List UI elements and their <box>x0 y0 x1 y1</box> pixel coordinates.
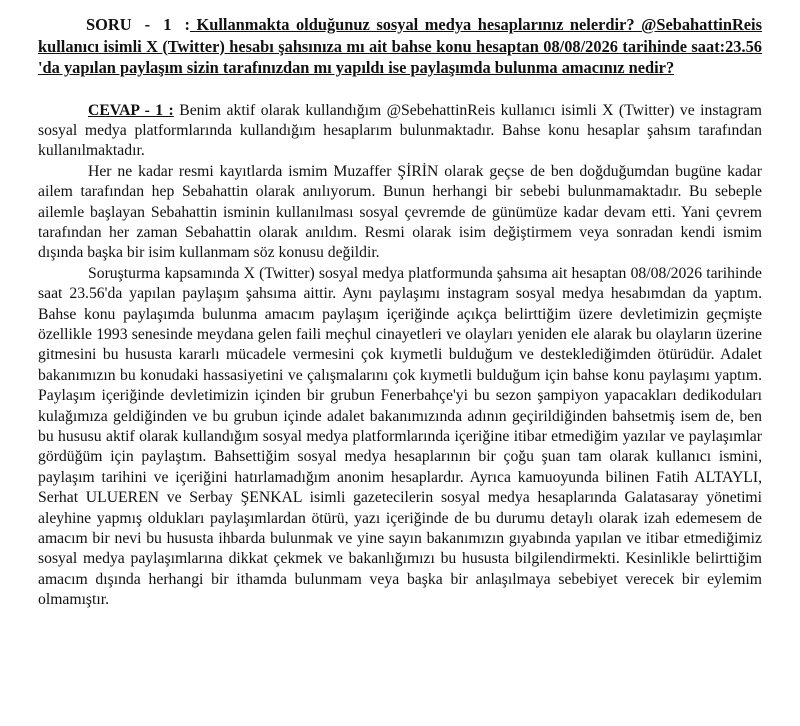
question-text: Kullanmakta olduğunuz sosyal medya hesaplarınız nelerdir? @SebahattinReis kullanıcı isimli X (Twitter) hesabı şahsınıza mı ait bahse konu hesaptan 08/08/2026 tarihinde saat:23.56 'da yapılan paylaşım sizin tarafınızdan mı yapıldı ise paylaşımda bulunma amacınız nedir? <box>38 15 762 77</box>
answer-paragraph-1 <box>38 101 762 162</box>
answer-paragraph-2: Her ne kadar resmi kayıtlarda ismim Muzaffer ŞİRİN olarak geçse de ben doğduğumdan bugüne kadar ailem tarafından hep Sebahattin olarak anılıyorum. Bunun herhangi bir sebebi bulunmamaktadır. Bu sebeple ailemle başlayan Sebahattin isminin kullanılması sosyal çevremde de günümüze kadar devam etti. Yani çevrem tarafından her zaman Sebahattin olarak anıldım. Resmi olarak isim değiştirmem veya sonradan kendi ismim dışında başka bir isim kullanmam söz konusu değildir. <box>38 162 762 262</box>
answer-label: CEVAP - 1 : <box>88 101 174 119</box>
question-label: SORU - 1 : <box>86 15 190 34</box>
question-block <box>38 14 762 79</box>
answer-paragraph-3: Soruşturma kapsamında X (Twitter) sosyal medya platformunda şahsıma ait hesaptan 08/08/2026 tarihinde saat 23.56'da yapılan paylaşım şahsıma aittir. Aynı paylaşımı instagram sosyal medya hesabımdan da yaptım. Bahse konu paylaşımda bulunma amacım paylaşım içeriğinde açıkça belirttiğim üzere devletimizin geçmişte özellikle 1993 senesinde meydana gelen faili meçhul cinayetleri ve olayları yeniden ele alarak bu olayların üzerine gitmesini bu hususta kararlı mücadele vermesini çok kıymetli bulduğum ve desteklediğimden ötürüdür. Adalet bakanımızın bu konudaki hassasiyetini ve çalışmalarını çok kıymetli bulduğum için bahse konu paylaşımı yaptım. Paylaşım içeriğinde devletimizin içinden bir grubun Fenerbahçe'yi bu sezon şampiyon yapacakları dedikoduları kulağımıza geldiğinden ve bu grubun içinde adalet bakanımızında adının geçirildiğinden bahsetmiş isem de, ben bu hususu aktif olarak kullandığım sosyal medya platformlarında içeriğine itibar etmediğim yazılar ve paylaşımlar gördüğüm için paylaştım. Bahsettiğim sosyal medya hesaplarının bir çoğu şuan tam olarak kullanıcı ismini, paylaşım tarihini ve içeriğini hatırlamadığım anonim hesaplardır. Ayrıca kamuoyunda bilinen Fatih ALTAYLI, Serhat ULUEREN ve Serbay ŞENKAL isimli gazetecilerin sosyal medya hesaplarında Galatasaray yönetimi aleyhine yapmış oldukları paylaşımlardan ötürü, yazı içeriğinde de bu durumu detaylı olarak izah edemesem de amacım bir nevi bu hususta ihbarda bulunmak ve yine sayın bakanımızın gıyabında yapılan ve itibar etmediğimiz sosyal medya paylaşımlarına dikkat çekmek ve bakanlığımızı bu hususta bilgilendirmekti. Kesinlikle belirttiğim amacım dışında herhangi bir ithamda bulunmam veya başka bir anlaşılmaya sebebiyet verecek bir eylemim olmamıştır. <box>38 264 762 609</box>
answer-block <box>38 101 762 611</box>
document-page <box>38 14 762 611</box>
answer-paragraph-1-text: Benim aktif olarak kullandığım @SebehattinReis kullanıcı isimli X (Twitter) ve instagram sosyal medya platformlarında kullandığım hesaplarım bulunmaktadır. Bahse konu hesaplar şahsım tarafından kullanılmaktadır. <box>38 101 763 160</box>
